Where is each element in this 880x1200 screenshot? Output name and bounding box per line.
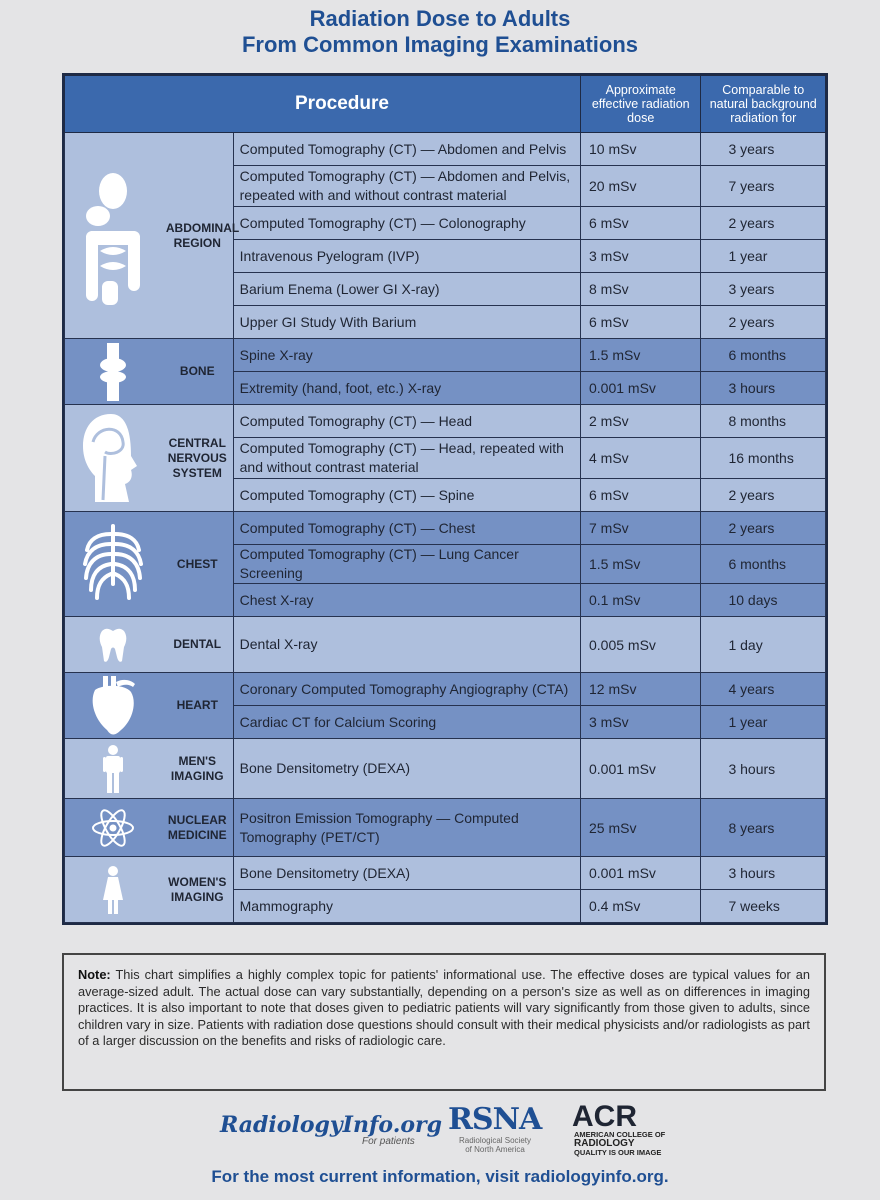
category-icon-cell [65,133,162,339]
acr-tagline-line1: AMERICAN COLLEGE OF [574,1130,666,1139]
dose-cell: 25 mSv [581,799,701,857]
atom-icon [91,806,135,850]
comparable-cell: 1 day [701,617,826,673]
table-row [65,512,826,545]
title-line-1: Radiation Dose to Adults [309,6,571,31]
procedure-cell: Computed Tomography (CT) — Head [233,405,580,438]
category-icon-cell [65,673,162,739]
category-icon-cell [65,739,162,799]
dose-cell: 0.4 mSv [581,890,701,923]
comparable-cell: 6 months [701,339,826,372]
dose-cell: 12 mSv [581,673,701,706]
dose-cell: 1.5 mSv [581,545,701,584]
procedure-cell: Computed Tomography (CT) — Spine [233,479,580,512]
acr-logo[interactable]: ACR [572,1100,637,1133]
category-icon-cell [65,512,162,617]
procedure-cell: Computed Tomography (CT) — Chest [233,512,580,545]
comparable-cell: 10 days [701,584,826,617]
comparable-cell: 3 hours [701,739,826,799]
dose-cell: 20 mSv [581,166,701,207]
procedure-cell: Computed Tomography (CT) — Colonography [233,207,580,240]
comparable-cell: 2 years [701,479,826,512]
category-mens: MEN'S IMAGING [162,739,233,799]
procedure-cell: Computed Tomography (CT) — Lung Cancer Screening [233,545,580,584]
category-nuclear: NUCLEAR MEDICINE [162,799,233,857]
man-figure-icon [103,745,123,793]
table-row [65,617,826,673]
table-row [65,339,826,372]
comparable-cell: 1 year [701,240,826,273]
category-dental: DENTAL [162,617,233,673]
tooth-icon [98,627,128,663]
category-icon-cell [65,405,162,512]
knee-joint-icon [98,343,128,401]
radiologyinfo-tagline: For patients [362,1136,415,1147]
header-comparable: Comparable to natural background radiation for [701,76,826,133]
procedure-cell: Intravenous Pyelogram (IVP) [233,240,580,273]
table-row [65,857,826,890]
dose-cell: 0.001 mSv [581,739,701,799]
procedure-cell: Bone Densitometry (DEXA) [233,857,580,890]
dose-cell: 2 mSv [581,405,701,438]
category-abdominal: ABDOMINAL REGION [162,133,233,339]
category-icon-cell [65,799,162,857]
rsna-tagline: Radiological Society of North America [458,1136,532,1154]
rsna-logo[interactable]: RSNA [448,1102,542,1137]
radiologyinfo-logo[interactable]: RadiologyInfo.org [220,1112,442,1138]
comparable-cell: 3 years [701,273,826,306]
category-bone: BONE [162,339,233,405]
category-womens: WOMEN'S IMAGING [162,857,233,923]
comparable-cell: 8 months [701,405,826,438]
comparable-cell: 6 months [701,545,826,584]
comparable-cell: 3 hours [701,857,826,890]
ribcage-icon [81,524,145,604]
note-label: Note: [78,967,111,982]
dose-cell: 10 mSv [581,133,701,166]
comparable-cell: 16 months [701,438,826,479]
dose-cell: 6 mSv [581,479,701,512]
procedure-cell: Bone Densitometry (DEXA) [233,739,580,799]
logo-bar [0,1100,880,1160]
category-heart: HEART [162,673,233,739]
procedure-cell: Spine X-ray [233,339,580,372]
comparable-cell: 2 years [701,306,826,339]
comparable-cell: 7 years [701,166,826,207]
dose-cell: 0.1 mSv [581,584,701,617]
table-row [65,799,826,857]
comparable-cell: 8 years [701,799,826,857]
table-row [65,673,826,706]
heart-icon [89,676,137,736]
comparable-cell: 7 weeks [701,890,826,923]
category-icon-cell [65,339,162,405]
procedure-cell: Barium Enema (Lower GI X-ray) [233,273,580,306]
acr-tagline-line3: QUALITY IS OUR IMAGE [574,1148,662,1157]
dose-cell: 8 mSv [581,273,701,306]
dose-cell: 0.001 mSv [581,372,701,405]
comparable-cell: 2 years [701,512,826,545]
comparable-cell: 1 year [701,706,826,739]
category-icon-cell [65,857,162,923]
procedure-cell: Coronary Computed Tomography Angiography (CTA) [233,673,580,706]
header-procedure: Procedure [65,76,581,133]
dose-cell: 4 mSv [581,438,701,479]
dose-cell: 0.005 mSv [581,617,701,673]
table-row [65,133,826,166]
header-dose: Approximate effective radiation dose [581,76,701,133]
dose-cell: 6 mSv [581,306,701,339]
procedure-cell: Chest X-ray [233,584,580,617]
comparable-cell: 3 hours [701,372,826,405]
woman-figure-icon [102,866,124,914]
head-brain-icon [81,412,145,504]
acr-tagline [574,1130,665,1157]
table-header-row [65,76,826,133]
acr-tagline-line2: RADIOLOGY [574,1138,635,1149]
procedure-cell: Computed Tomography (CT) — Abdomen and Pelvis [233,133,580,166]
procedure-cell: Computed Tomography (CT) — Head, repeated with and without contrast material [233,438,580,479]
category-chest: CHEST [162,512,233,617]
table-row [65,405,826,438]
procedure-cell: Mammography [233,890,580,923]
footer-text: For the most current information, visit radiologyinfo.org. [211,1167,669,1186]
page-title [0,6,880,58]
comparable-cell: 3 years [701,133,826,166]
procedure-cell: Cardiac CT for Calcium Scoring [233,706,580,739]
dose-cell: 6 mSv [581,207,701,240]
comparable-cell: 4 years [701,673,826,706]
procedure-cell: Computed Tomography (CT) — Abdomen and Pelvis, repeated with and without contrast material [233,166,580,207]
category-cns: CENTRAL NERVOUS SYSTEM [162,405,233,512]
dose-cell: 3 mSv [581,240,701,273]
procedure-cell: Dental X-ray [233,617,580,673]
procedure-cell: Positron Emission Tomography — Computed Tomography (PET/CT) [233,799,580,857]
digestive-organs-icon [78,161,148,311]
dose-table [62,73,828,925]
dose-cell: 7 mSv [581,512,701,545]
dose-cell: 0.001 mSv [581,857,701,890]
dose-cell: 3 mSv [581,706,701,739]
note-text: This chart simplifies a highly complex topic for patients' informational use. The effective doses are typical values for an average-sized adult. The actual dose can vary substantially, depending on a person's size as well as on differences in imaging practices. It is also important to note that doses given to pediatric patients will vary significantly from those given to adults, since children vary in size. Patients with radiation dose questions should consult with their medical physicists and/or radiologists as part of a larger discussion on the benefits and risks of radiologic care. [78,967,810,1048]
comparable-cell: 2 years [701,207,826,240]
table-row [65,739,826,799]
title-line-2: From Common Imaging Examinations [241,32,639,57]
category-icon-cell [65,617,162,673]
dose-cell: 1.5 mSv [581,339,701,372]
procedure-cell: Extremity (hand, foot, etc.) X-ray [233,372,580,405]
procedure-cell: Upper GI Study With Barium [233,306,580,339]
note-box [62,953,826,1091]
